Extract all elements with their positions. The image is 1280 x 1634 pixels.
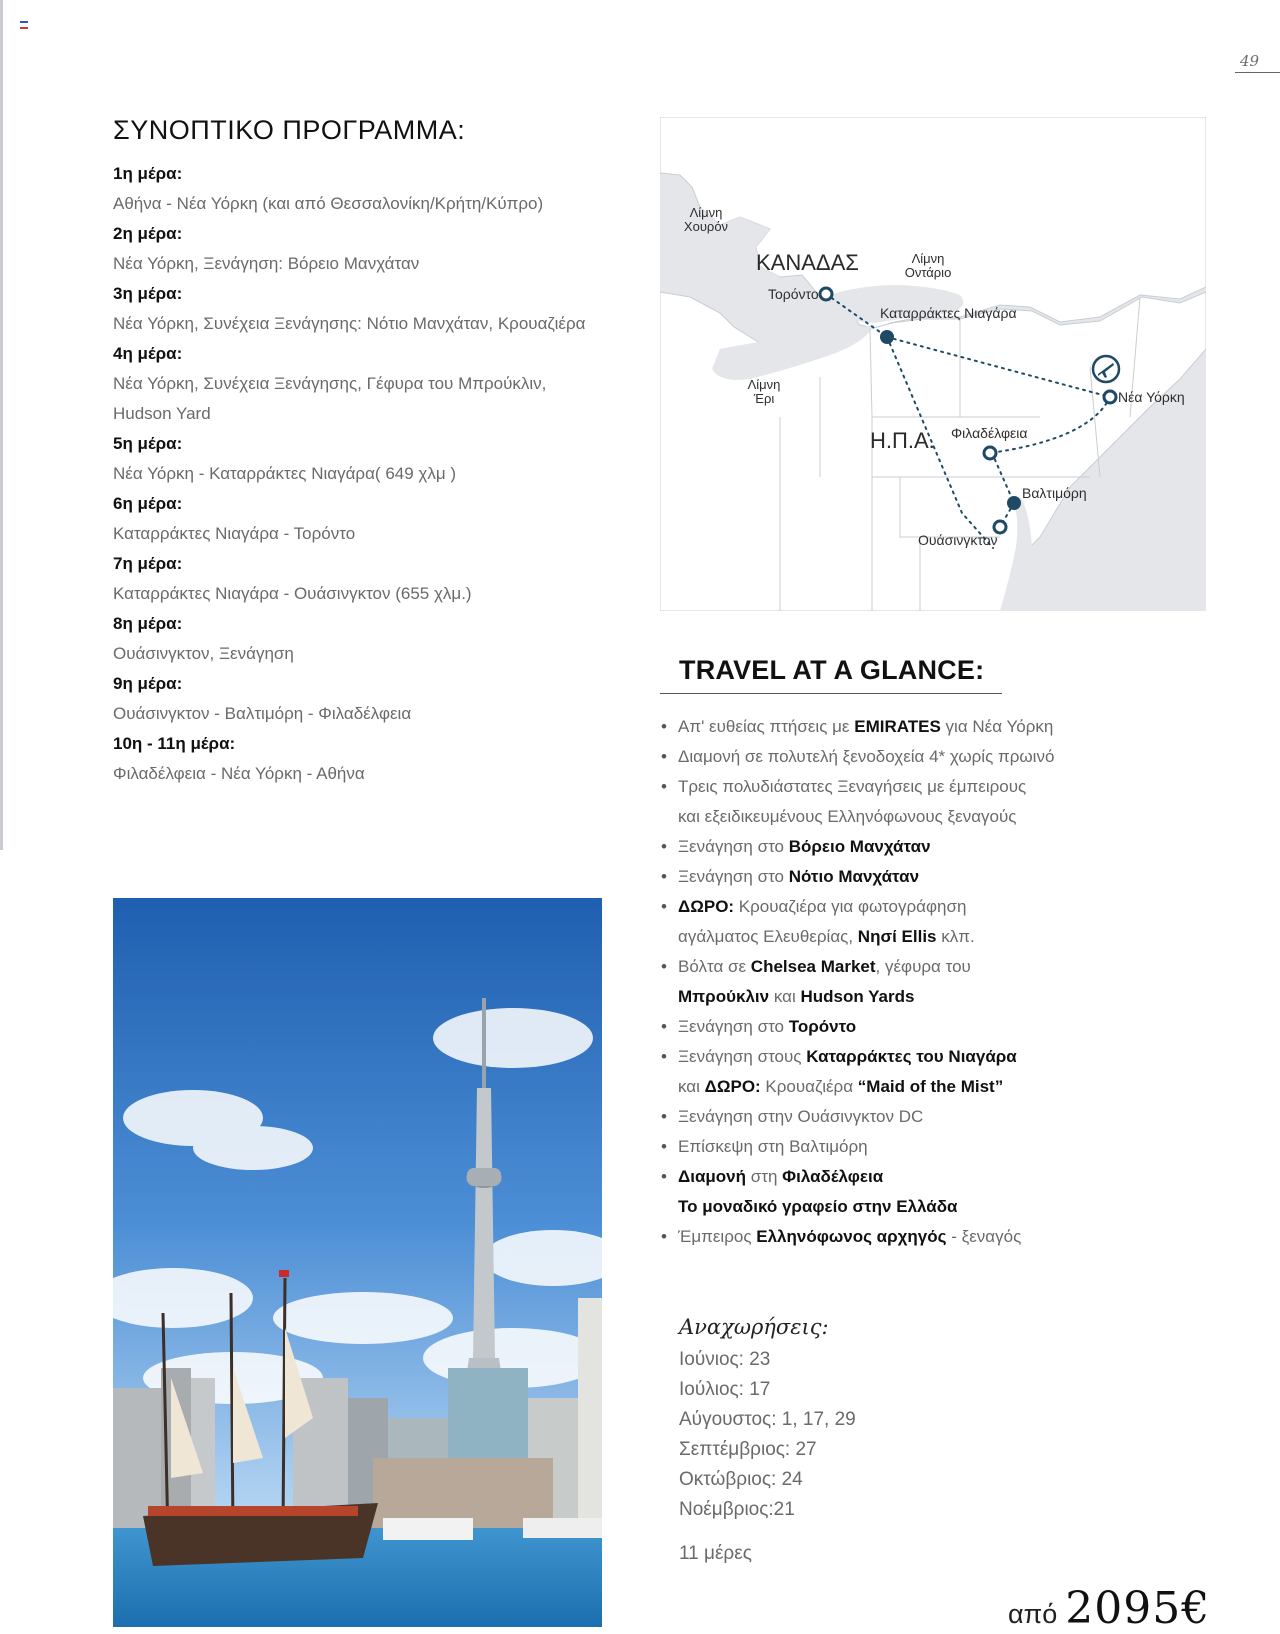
glance-line bbox=[678, 1192, 1180, 1222]
airplane-icon bbox=[1093, 356, 1119, 382]
day-6 bbox=[113, 489, 633, 549]
glance-text: και εξειδικευμένους Ελληνόφωνους ξεναγούς bbox=[678, 807, 1017, 826]
page-number-rule bbox=[1235, 72, 1280, 73]
day-description: Καταρράκτες Νιαγάρα - Ουάσινγκτον (655 χλμ.) bbox=[113, 584, 472, 603]
day-description: Φιλαδέλφεια - Νέα Υόρκη - Αθήνα bbox=[113, 764, 365, 783]
day-7 bbox=[113, 549, 633, 609]
glance-bold: Βόρειο Μανχάταν bbox=[788, 837, 931, 856]
day-label: 9η μέρα: bbox=[113, 674, 183, 693]
glance-title: TRAVEL AT A GLANCE: bbox=[679, 655, 985, 685]
glance-text: Ξενάγηση στο bbox=[678, 1017, 789, 1036]
page-edge-line bbox=[0, 0, 3, 850]
glance-item bbox=[660, 862, 1180, 892]
glance-bold: Το μοναδικό γραφείο στην Ελλάδα bbox=[678, 1197, 958, 1216]
day-3 bbox=[113, 279, 633, 339]
map-label-lake-huron-2: Χουρόν bbox=[683, 219, 729, 234]
day-description: Hudson Yard bbox=[113, 404, 211, 423]
glance-item bbox=[660, 712, 1180, 742]
glance-bold: Hudson Yards bbox=[800, 987, 915, 1006]
glance-item bbox=[660, 892, 1180, 952]
marker-new-york bbox=[1104, 391, 1116, 403]
day-description: Νέα Υόρκη, Ξενάγηση: Βόρειο Μανχάταν bbox=[113, 254, 420, 273]
glance-bold: Νησί Ellis bbox=[857, 927, 937, 946]
itinerary-section bbox=[113, 115, 633, 789]
day-9 bbox=[113, 669, 633, 729]
glance-item bbox=[660, 1132, 1180, 1162]
map-label-baltimore: Βαλτιμόρη bbox=[1022, 485, 1087, 501]
day-2 bbox=[113, 219, 633, 279]
departure-date: Νοέμβριος:21 bbox=[679, 1499, 795, 1520]
bullet-icon: • bbox=[661, 1227, 667, 1246]
price-amount: 2095€ bbox=[1065, 1583, 1211, 1634]
glance-bold: Τορόντο bbox=[788, 1017, 857, 1036]
day-label: 2η μέρα: bbox=[113, 224, 183, 243]
day-label: 6η μέρα: bbox=[113, 494, 183, 513]
price bbox=[1008, 1583, 1210, 1634]
map-label-toronto: Τορόντο bbox=[768, 286, 819, 302]
glance-bold: Διαμονή bbox=[678, 1167, 747, 1186]
map-label-lake-ontario-1: Λίμνη bbox=[911, 251, 945, 266]
day-1 bbox=[113, 159, 633, 219]
map-label-lake-erie-1: Λίμνη bbox=[747, 377, 781, 392]
glance-item bbox=[660, 1222, 1180, 1252]
glance-bold: Φιλαδέλφεια bbox=[782, 1167, 884, 1186]
glance-bold: ΔΩΡΟ: bbox=[678, 897, 735, 916]
trip-duration: 11 μέρες bbox=[679, 1543, 752, 1564]
glance-text: Ξενάγηση στο bbox=[678, 837, 789, 856]
map-label-usa: Η.Π.Α. bbox=[870, 428, 935, 453]
day-description: Αθήνα - Νέα Υόρκη (και από Θεσσαλονίκη/Κρήτη/Κύπρο) bbox=[113, 194, 544, 213]
day-label: 1η μέρα: bbox=[113, 164, 183, 183]
glance-text: Ξενάγηση στην Ουάσινγκτον DC bbox=[678, 1107, 924, 1126]
glance-line bbox=[678, 952, 1180, 982]
glance-text: κλπ. bbox=[936, 927, 975, 946]
day-label: 7η μέρα: bbox=[113, 554, 183, 573]
day-description: Νέα Υόρκη - Καταρράκτες Νιαγάρα( 649 χλμ ) bbox=[113, 464, 457, 483]
day-description: Νέα Υόρκη, Συνέχεια Ξενάγησης: Νότιο Μανχάταν, Κρουαζιέρα bbox=[113, 314, 586, 333]
glance-text: , γέφυρα του bbox=[875, 957, 971, 976]
bullet-icon: • bbox=[661, 1137, 667, 1156]
glance-line bbox=[678, 922, 1180, 952]
marker-baltimore bbox=[1007, 496, 1021, 510]
glance-text: αγάλματος Ελευθερίας, bbox=[678, 927, 858, 946]
map-label-lake-ontario-2: Οντάριο bbox=[904, 265, 952, 280]
day-label: 5η μέρα: bbox=[113, 434, 183, 453]
glance-text: Τρεις πολυδιάστατες Ξεναγήσεις με έμπειρους bbox=[678, 777, 1027, 796]
departure-date: Ιούνιος: 23 bbox=[679, 1349, 771, 1370]
glance-text: και bbox=[769, 987, 801, 1006]
departures-section bbox=[679, 1315, 856, 1525]
glance-bold: Μπρούκλιν bbox=[678, 987, 770, 1006]
route-map bbox=[660, 117, 1206, 611]
day-8 bbox=[113, 609, 633, 669]
glance-bold: Chelsea Market bbox=[750, 957, 876, 976]
glance-bold: ΔΩΡΟ: bbox=[704, 1077, 761, 1096]
bullet-icon: • bbox=[661, 717, 667, 736]
day-label: 10η - 11η μέρα: bbox=[113, 734, 236, 753]
glance-text: στη bbox=[746, 1167, 783, 1186]
price-prefix: από bbox=[1008, 1599, 1058, 1629]
glance-text: Απ' ευθείας πτήσεις με bbox=[678, 717, 855, 736]
day-label: 8η μέρα: bbox=[113, 614, 183, 633]
glance-item bbox=[660, 1042, 1180, 1102]
day-description: Ουάσινγκτον, Ξενάγηση bbox=[113, 644, 294, 663]
glance-item bbox=[660, 772, 1180, 832]
bullet-icon: • bbox=[661, 1047, 667, 1066]
day-10-11 bbox=[113, 729, 633, 789]
departures-title: Αναχωρήσεις: bbox=[679, 1315, 829, 1339]
glance-text: και bbox=[678, 1077, 705, 1096]
marker-niagara bbox=[880, 330, 894, 344]
glance-bold: “Maid of the Mist” bbox=[857, 1077, 1004, 1096]
day-4 bbox=[113, 339, 633, 429]
bullet-icon: • bbox=[661, 957, 667, 976]
bullet-icon: • bbox=[661, 897, 667, 916]
bullet-icon: • bbox=[661, 1107, 667, 1126]
glance-item bbox=[660, 1162, 1180, 1222]
bullet-icon: • bbox=[661, 1017, 667, 1036]
day-label: 4η μέρα: bbox=[113, 344, 183, 363]
glance-text: Διαμονή σε πολυτελή ξενοδοχεία 4* χωρίς πρωινό bbox=[678, 747, 1055, 766]
map-label-lake-huron bbox=[684, 205, 728, 234]
map-label-washington: Ουάσινγκτον bbox=[918, 532, 998, 548]
day-description: Ουάσινγκτον - Βαλτιμόρη - Φιλαδέλφεια bbox=[113, 704, 412, 723]
departure-date: Ιούλιος: 17 bbox=[679, 1379, 771, 1400]
glance-line bbox=[678, 1162, 1180, 1192]
glance-bold: Καταρράκτες του Νιαγάρα bbox=[806, 1047, 1017, 1066]
day-description: Νέα Υόρκη, Συνέχεια Ξενάγησης, Γέφυρα του Μπρούκλιν, bbox=[113, 374, 547, 393]
glance-bold: EMIRATES bbox=[854, 717, 941, 736]
glance-text: Βόλτα σε bbox=[678, 957, 751, 976]
map-label-niagara: Καταρράκτες Νιαγάρα bbox=[880, 305, 1017, 321]
glance-item bbox=[660, 742, 1180, 772]
glance-text: Επίσκεψη στη Βαλτιμόρη bbox=[678, 1137, 868, 1156]
glance-line bbox=[678, 1072, 1180, 1102]
glance-text: Ξενάγηση στο bbox=[678, 867, 789, 886]
bullet-icon: • bbox=[661, 837, 667, 856]
departure-date: Οκτώβριος: 24 bbox=[679, 1469, 803, 1490]
glance-item bbox=[660, 1012, 1180, 1042]
glance-item bbox=[660, 952, 1180, 1012]
toronto-skyline-image bbox=[113, 898, 602, 1627]
bullet-icon: • bbox=[661, 867, 667, 886]
map-label-lake-huron-1: Λίμνη bbox=[689, 205, 723, 220]
map-label-lake-erie-2: Έρι bbox=[753, 391, 775, 406]
marker-toronto bbox=[820, 288, 832, 300]
marker-philadelphia bbox=[984, 447, 996, 459]
glance-text: Κρουαζιέρα bbox=[760, 1077, 858, 1096]
glance-text: Έμπειρος bbox=[678, 1227, 757, 1246]
glance-text: για Νέα Υόρκη bbox=[940, 717, 1054, 736]
route-map-graphic bbox=[660, 117, 1206, 611]
glance-line bbox=[678, 892, 1180, 922]
glance-text: Ξενάγηση στους bbox=[678, 1047, 807, 1066]
glance-item bbox=[660, 1102, 1180, 1132]
day-5 bbox=[113, 429, 633, 489]
map-label-lake-ontario bbox=[905, 251, 952, 280]
day-label: 3η μέρα: bbox=[113, 284, 183, 303]
glance-text: - ξεναγός bbox=[946, 1227, 1022, 1246]
toronto-photo bbox=[113, 898, 602, 1627]
glance-line bbox=[678, 1042, 1180, 1072]
map-label-canada: ΚΑΝΑΔΑΣ bbox=[756, 250, 859, 275]
bullet-icon: • bbox=[661, 747, 667, 766]
glance-title-rule bbox=[660, 693, 1002, 694]
glance-bold: Ελληνόφωνος αρχηγός bbox=[756, 1227, 947, 1246]
glance-line bbox=[678, 982, 1180, 1012]
itinerary-title: ΣΥΝΟΠΤΙΚΟ ΠΡΟΓΡΑΜΜΑ: bbox=[113, 115, 466, 145]
bullet-icon: • bbox=[661, 777, 667, 796]
bullet-icon: • bbox=[661, 1167, 667, 1186]
flag-icon bbox=[20, 21, 28, 28]
glance-list bbox=[660, 712, 1180, 1252]
map-label-new-york: Νέα Υόρκη bbox=[1118, 389, 1185, 405]
day-description: Καταρράκτες Νιαγάρα - Τορόντο bbox=[113, 524, 356, 543]
page-number: 49 bbox=[1240, 52, 1260, 70]
departure-date: Αύγουστος: 1, 17, 29 bbox=[679, 1409, 856, 1430]
map-label-philadelphia: Φιλαδέλφεια bbox=[951, 425, 1028, 441]
departure-date: Σεπτέμβριος: 27 bbox=[679, 1439, 817, 1460]
glance-bold: Νότιο Μανχάταν bbox=[788, 867, 920, 886]
glance-text: Κρουαζιέρα για φωτογράφηση bbox=[734, 897, 967, 916]
glance-item bbox=[660, 832, 1180, 862]
